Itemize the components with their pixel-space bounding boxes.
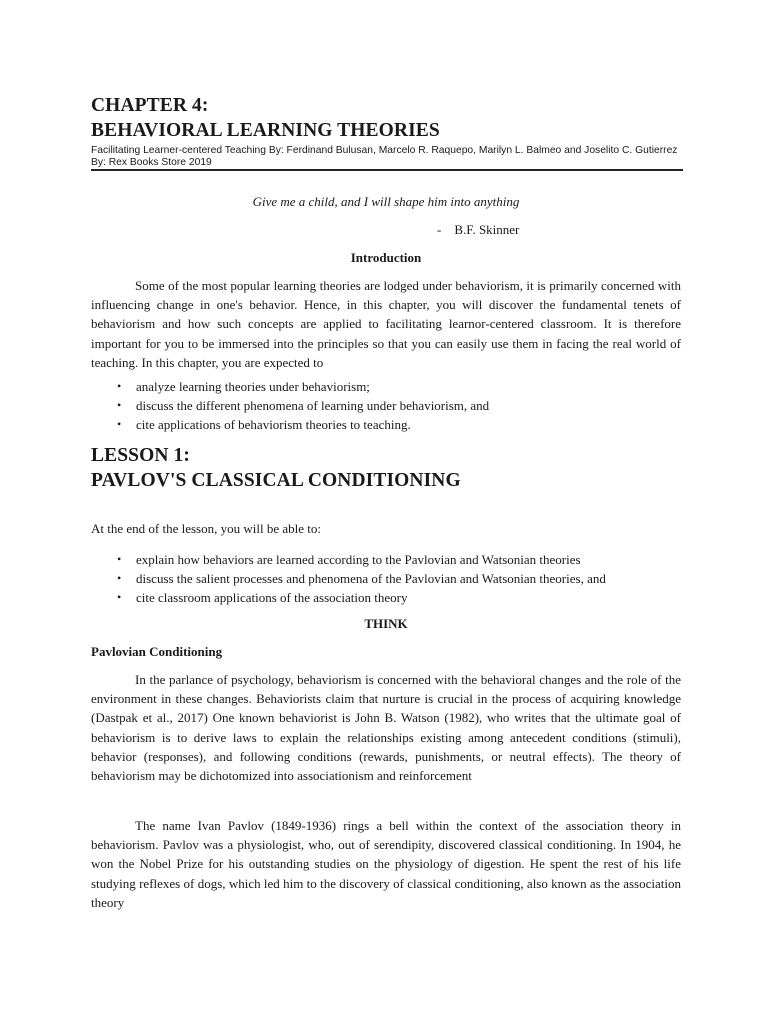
lesson-objectives	[91, 550, 606, 607]
chapter-title: BEHAVIORAL LEARNING THEORIES	[91, 120, 440, 141]
source-citation: Facilitating Learner-centered Teaching By: Ferdinand Bulusan, Marcelo R. Raquepo, Marilyn L. Balmeo and Joselito C. Gutierrez By: Rex Books Store 2019	[91, 145, 678, 168]
bullet-icon: •	[117, 379, 122, 393]
list-item	[91, 377, 489, 396]
introduction-paragraph: Some of the most popular learning theories are lodged under behaviorism, it is primarily concerned with influencing change in one's behavior. Hence, in this chapter, you will discover the fundamental tenets of behaviorism and how such concepts are applied to facilitating learnor-centered classroom. It is therefore important for you to be immersed into the principles so that you can easily use them in facing the real world of teaching. In this chapter, you are expected to	[91, 278, 681, 370]
epigraph-quote: Give me a child, and I will shape him into anything	[252, 194, 520, 209]
bullet-icon: •	[117, 398, 122, 412]
list-item-text: cite applications of behaviorism theories to teaching.	[136, 417, 411, 432]
lesson-intro: At the end of the lesson, you will be able to:	[91, 521, 321, 536]
lesson-title: PAVLOV'S CLASSICAL CONDITIONING	[91, 470, 461, 491]
introduction-objectives	[91, 377, 489, 434]
list-item	[91, 550, 606, 569]
list-item	[91, 415, 489, 434]
section-subheading: Pavlovian Conditioning	[91, 644, 223, 659]
bullet-icon: •	[117, 552, 122, 566]
list-item-text: explain how behaviors are learned according to the Pavlovian and Watsonian theories	[136, 552, 581, 567]
lesson-number: LESSON 1:	[91, 445, 190, 466]
list-item-text: discuss the different phenomena of learning under behaviorism, and	[136, 398, 490, 413]
list-item	[91, 396, 489, 415]
bullet-icon: •	[117, 590, 122, 604]
list-item-text: analyze learning theories under behaviorism;	[136, 379, 370, 394]
header-divider	[91, 169, 683, 171]
chapter-number: CHAPTER 4:	[91, 95, 209, 116]
epigraph-attribution: - B.F. Skinner	[437, 222, 520, 237]
bullet-icon: •	[117, 571, 122, 585]
body-paragraph-1: In the parlance of psychology, behaviorism is concerned with the behavioral changes and the role of the environment in these changes. Behaviorists claim that nurture is crucial in the process of acquiring knowledge (Dastpak et al., 2017) One known behaviorist is John B. Watson (1982), who writes that the ultimate goal of behaviorism is to derive laws to explain the relationships existing among antecedent conditions (stimuli), behavior (responses), and following conditions (rewards, punishments, or neutral effects). The theory of behaviorism may be dichotomized into associationism and reinforcement	[91, 672, 681, 784]
introduction-heading: Introduction	[350, 250, 422, 265]
bullet-icon: •	[117, 417, 122, 431]
body-paragraph-2: The name Ivan Pavlov (1849-1936) rings a bell within the context of the association theory in behaviorism. Pavlov was a physiologist, who, out of serendipity, discovered classical conditioning. In 1904, he won the Nobel Prize for his outstanding studies on the physiology of digestion. He spent the rest of his life studying reflexes of dogs, which led him to the discovery of classical conditioning, also known as the association theory	[91, 818, 681, 910]
list-item	[91, 569, 606, 588]
think-heading: THINK	[364, 616, 408, 631]
list-item-text: discuss the salient processes and phenomena of the Pavlovian and Watsonian theories, and	[136, 571, 606, 586]
list-item-text: cite classroom applications of the association theory	[136, 590, 408, 605]
list-item	[91, 588, 606, 607]
